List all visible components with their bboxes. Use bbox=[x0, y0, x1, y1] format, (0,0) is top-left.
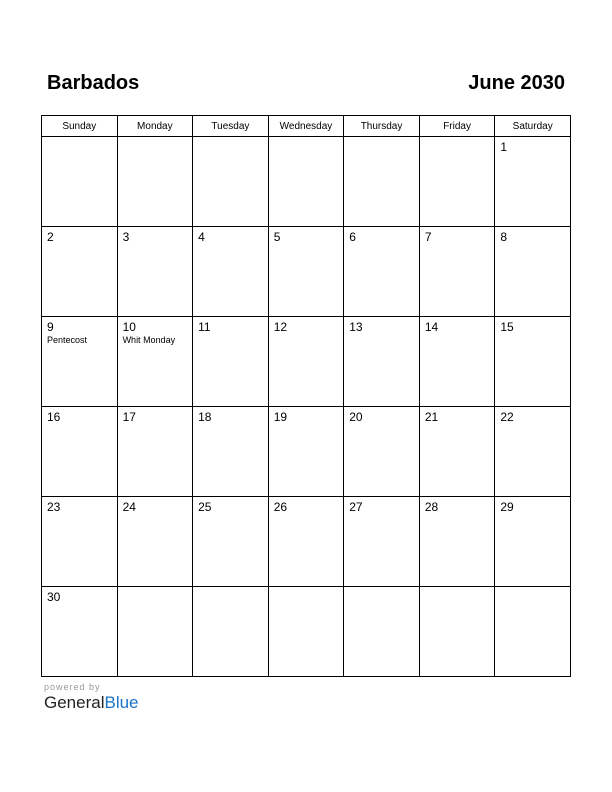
week-row bbox=[42, 137, 571, 227]
day-number: 3 bbox=[122, 230, 130, 244]
day-number: 26 bbox=[273, 500, 288, 514]
day-cell bbox=[268, 227, 344, 317]
day-number: 21 bbox=[424, 410, 439, 424]
day-number: 10 bbox=[122, 320, 136, 334]
day-cell bbox=[419, 407, 495, 497]
day-cell bbox=[193, 407, 269, 497]
day-cell bbox=[344, 407, 420, 497]
day-cell bbox=[419, 497, 495, 587]
day-cell bbox=[495, 407, 571, 497]
day-number: 8 bbox=[500, 230, 508, 244]
weekday-header-thursday: Thursday bbox=[344, 116, 420, 137]
day-cell bbox=[42, 137, 118, 227]
day-cell bbox=[193, 227, 269, 317]
day-cell bbox=[344, 227, 420, 317]
day-cell bbox=[117, 137, 193, 227]
weekday-header-sunday: Sunday bbox=[42, 116, 118, 137]
weekday-header-row bbox=[42, 116, 571, 137]
day-cell bbox=[193, 317, 269, 407]
week-row bbox=[42, 497, 571, 587]
weekday-header-friday: Friday bbox=[419, 116, 495, 137]
day-cell bbox=[42, 587, 118, 677]
day-cell bbox=[117, 587, 193, 677]
day-number: 2 bbox=[47, 230, 54, 244]
day-number: 20 bbox=[349, 410, 363, 424]
generalblue-logo bbox=[44, 693, 139, 713]
day-number: 13 bbox=[349, 320, 363, 334]
logo-text-general: General bbox=[44, 693, 105, 712]
day-cell bbox=[117, 227, 193, 317]
day-number: 23 bbox=[47, 500, 61, 514]
day-number: 29 bbox=[500, 500, 514, 514]
day-cell bbox=[42, 497, 118, 587]
day-cell bbox=[344, 587, 420, 677]
day-cell bbox=[344, 497, 420, 587]
weekday-header-monday: Monday bbox=[117, 116, 193, 137]
day-number: 12 bbox=[273, 320, 288, 334]
day-number: 28 bbox=[424, 500, 439, 514]
day-number: 17 bbox=[122, 410, 136, 424]
day-cell bbox=[495, 137, 571, 227]
day-cell bbox=[268, 317, 344, 407]
day-cell bbox=[495, 497, 571, 587]
day-number: 4 bbox=[198, 230, 205, 244]
day-cell bbox=[419, 317, 495, 407]
week-row bbox=[42, 317, 571, 407]
day-number: 5 bbox=[273, 230, 281, 244]
day-number: 11 bbox=[198, 320, 211, 334]
day-number: 9 bbox=[47, 320, 54, 334]
day-cell bbox=[42, 407, 118, 497]
footer-branding bbox=[44, 682, 139, 713]
day-cell bbox=[419, 137, 495, 227]
day-cell bbox=[117, 407, 193, 497]
holiday-label: Whit Monday bbox=[122, 335, 176, 345]
day-cell bbox=[268, 137, 344, 227]
day-cell bbox=[42, 227, 118, 317]
day-number: 18 bbox=[198, 410, 212, 424]
day-cell bbox=[268, 587, 344, 677]
week-row bbox=[42, 587, 571, 677]
country-title: Barbados bbox=[47, 72, 140, 94]
day-number: 14 bbox=[424, 320, 439, 334]
day-number: 6 bbox=[349, 230, 356, 244]
day-cell bbox=[344, 317, 420, 407]
day-number: 15 bbox=[500, 320, 514, 334]
day-cell bbox=[495, 587, 571, 677]
day-cell bbox=[344, 137, 420, 227]
day-number: 16 bbox=[47, 410, 61, 424]
weekday-header-wednesday: Wednesday bbox=[268, 116, 344, 137]
day-number: 19 bbox=[273, 410, 288, 424]
holiday-label: Pentecost bbox=[47, 335, 88, 345]
day-cell bbox=[193, 137, 269, 227]
week-row bbox=[42, 407, 571, 497]
day-cell bbox=[495, 227, 571, 317]
logo-text-blue: Blue bbox=[104, 693, 139, 712]
day-number: 24 bbox=[122, 500, 136, 514]
day-number: 7 bbox=[424, 230, 432, 244]
day-number: 27 bbox=[349, 500, 363, 514]
day-cell bbox=[193, 497, 269, 587]
weekday-header-tuesday: Tuesday bbox=[193, 116, 269, 137]
day-cell bbox=[268, 497, 344, 587]
weekday-header-saturday: Saturday bbox=[495, 116, 571, 137]
day-cell bbox=[419, 587, 495, 677]
day-cell bbox=[419, 227, 495, 317]
day-cell bbox=[117, 497, 193, 587]
day-number: 22 bbox=[500, 410, 514, 424]
day-cell bbox=[193, 587, 269, 677]
day-cell bbox=[268, 407, 344, 497]
day-number: 30 bbox=[47, 590, 61, 604]
day-cell bbox=[42, 317, 118, 407]
month-year-title: June 2030 bbox=[468, 72, 565, 94]
day-number: 1 bbox=[500, 140, 508, 154]
day-number: 25 bbox=[198, 500, 212, 514]
day-cell bbox=[117, 317, 193, 407]
calendar-grid bbox=[41, 115, 571, 677]
powered-by-text: powered by bbox=[44, 682, 101, 692]
day-cell bbox=[495, 317, 571, 407]
week-row bbox=[42, 227, 571, 317]
